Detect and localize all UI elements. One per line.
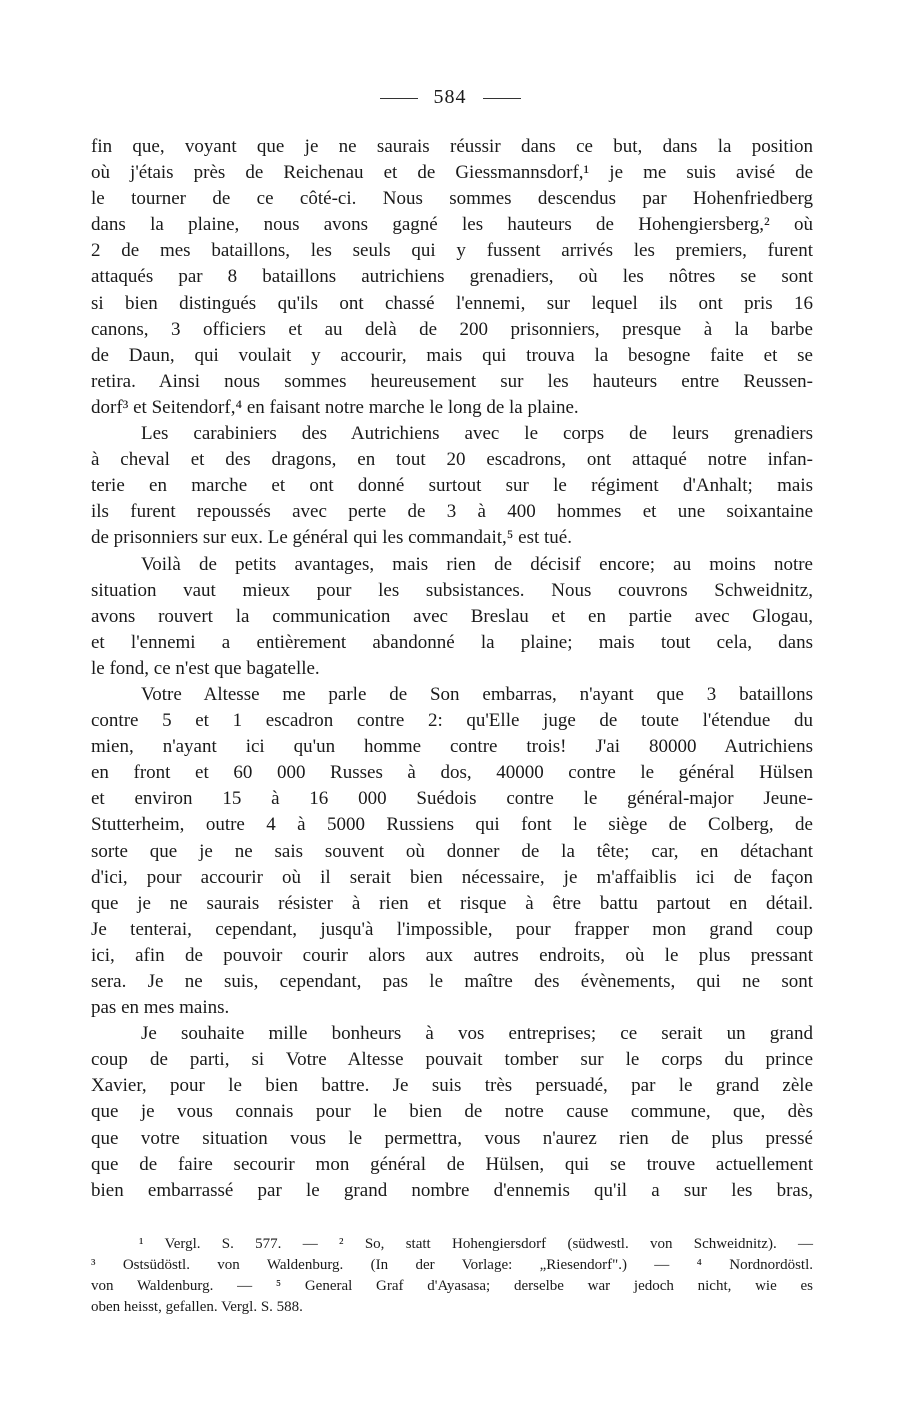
text-line: à cheval et des dragons, en tout 20 escadrons, ont attaqué notre infan- — [91, 449, 813, 471]
footnote-line: ¹ Vergl. S. 577. — ² So, statt Hohengiersdorf (südwestl. von Schweidnitz). — — [139, 1236, 813, 1252]
text-line: où j'étais près de Reichenau et de Giessmannsdorf,¹ je me suis avisé de — [91, 162, 813, 184]
footnotes — [91, 1234, 813, 1318]
text-line: canons, 3 officiers et au delà de 200 prisonniers, presque à la barbe — [91, 318, 813, 340]
text-line: dorf³ et Seitendorf,⁴ en faisant notre marche le long de la plaine. — [91, 396, 579, 418]
header-dash-right — [483, 98, 521, 99]
text-line: ici, afin de pouvoir courir alors aux autres endroits, où le plus pressant — [91, 944, 813, 966]
text-line: Xavier, pour le bien battre. Je suis très persuadé, par le grand zèle — [91, 1075, 813, 1097]
text-line: que de faire secourir mon général de Hülsen, qui se trouve actuellement — [91, 1153, 813, 1175]
text-line: avons rouvert la communication avec Breslau et en partie avec Glogau, — [91, 605, 813, 627]
header-dash-left — [380, 98, 418, 99]
text-line: que votre situation vous le permettra, vous n'aurez rien de plus pressé — [91, 1127, 813, 1149]
text-line: 2 de mes bataillons, les seuls qui y fussent arrivés les premiers, furent — [91, 240, 813, 262]
text-line: le tourner de ce côté-ci. Nous sommes descendus par Hohenfriedberg — [91, 188, 813, 210]
text-line: pas en mes mains. — [91, 997, 230, 1019]
footnote-line: von Waldenburg. — ⁵ General Graf d'Ayasasa; derselbe war jedoch nicht, wie es — [91, 1278, 813, 1294]
footnote-line: ³ Ostsüdöstl. von Waldenburg. (In der Vorlage: „Riesendorf".) — ⁴ Nordnordöstl. — [91, 1257, 813, 1273]
text-line: si bien distingués qu'ils ont chassé l'ennemi, sur lequel ils ont pris 16 — [91, 292, 813, 314]
text-line: Voilà de petits avantages, mais rien de décisif encore; au moins notre — [141, 553, 813, 575]
text-line: terie en marche et ont donné surtout sur le régiment d'Anhalt; mais — [91, 475, 813, 497]
text-line: sera. Je ne suis, cependant, pas le maître des évènements, qui ne sont — [91, 971, 813, 992]
page-header — [0, 86, 900, 109]
footnote-line: oben heisst, gefallen. Vergl. S. 588. — [91, 1299, 303, 1315]
text-line: le fond, ce n'est que bagatelle. — [91, 657, 320, 679]
text-line: contre 5 et 1 escadron contre 2: qu'Elle juge de toute l'étendue du — [91, 710, 813, 732]
text-line: et l'ennemi a entièrement abandonné la plaine; mais tout cela, dans — [91, 631, 813, 653]
text-line: de prisonniers sur eux. Le général qui les commandait,⁵ est tué. — [91, 527, 572, 549]
text-line: d'ici, pour accourir où il serait bien nécessaire, je m'affaiblis ici de façon — [91, 866, 813, 888]
text-line: attaqués par 8 bataillons autrichiens grenadiers, où les nôtres se sont — [91, 266, 813, 288]
body-text — [91, 134, 813, 1204]
page-number: 584 — [433, 86, 467, 108]
text-line: et environ 15 à 16 000 Suédois contre le général-major Jeune- — [91, 788, 813, 810]
text-line: Les carabiniers des Autrichiens avec le corps de leurs grenadiers — [141, 423, 813, 445]
text-line: dans la plaine, nous avons gagné les hauteurs de Hohengiersberg,² où — [91, 214, 813, 236]
text-line: situation vaut mieux pour les subsistances. Nous couvrons Schweidnitz, — [91, 579, 813, 601]
text-line: que je ne saurais résister à rien et risque à être battu partout en détail. — [91, 892, 813, 914]
text-line: ils furent repoussés avec perte de 3 à 400 hommes et une soixantaine — [91, 501, 813, 523]
text-line: que je vous connais pour le bien de notre cause commune, que, dès — [91, 1101, 813, 1123]
text-line: Stutterheim, outre 4 à 5000 Russiens qui font le siège de Colberg, de — [91, 814, 813, 836]
text-line: retira. Ainsi nous sommes heureusement sur les hauteurs entre Reussen- — [91, 370, 813, 392]
text-line: bien embarrassé par le grand nombre d'ennemis qu'il a sur les bras, — [91, 1179, 813, 1201]
text-line: en front et 60 000 Russes à dos, 40000 contre le général Hülsen — [91, 762, 813, 784]
text-line: fin que, voyant que je ne saurais réussir dans ce but, dans la position — [91, 136, 813, 157]
text-line: mien, n'ayant ici qu'un homme contre trois! J'ai 80000 Autrichiens — [91, 736, 813, 758]
text-line: coup de parti, si Votre Altesse pouvait tomber sur le corps du prince — [91, 1049, 813, 1071]
text-line: Je souhaite mille bonheurs à vos entreprises; ce serait un grand — [141, 1023, 813, 1045]
text-line: sorte que je ne sais souvent où donner de la tête; car, en détachant — [91, 840, 813, 862]
text-line: Je tenterai, cependant, jusqu'à l'impossible, pour frapper mon grand coup — [91, 918, 813, 940]
text-line: de Daun, qui voulait y accourir, mais qui trouva la besogne faite et se — [91, 344, 813, 366]
text-line: Votre Altesse me parle de Son embarras, n'ayant que 3 bataillons — [141, 683, 813, 705]
